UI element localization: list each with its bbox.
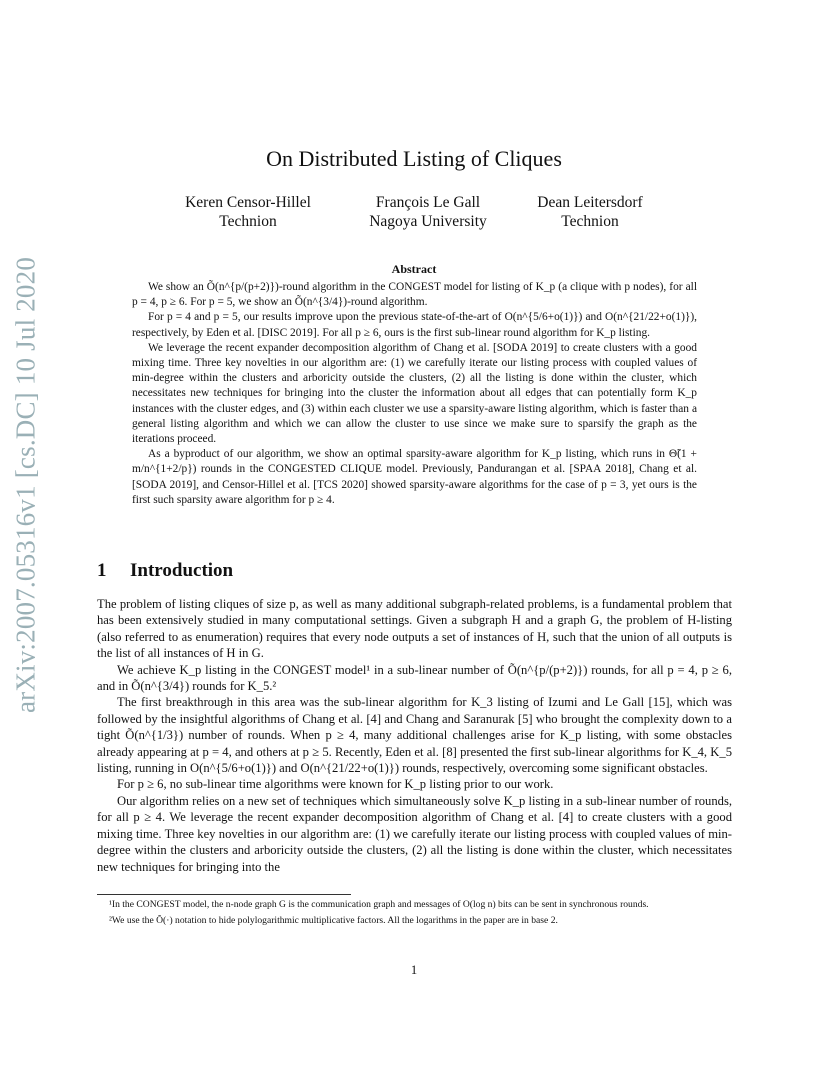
author-name: François Le Gall — [375, 194, 481, 211]
author-name: Keren Censor-Hillel — [185, 194, 311, 211]
footnote: ²We use the Õ(·) notation to hide polylogarithmic multiplicative factors. All the logarithms in the paper are in base 2. — [109, 914, 558, 926]
body-paragraph: The first breakthrough in this area was the sub-linear algorithm for K_3 listing of Izumi and Le Gall [15], which was followed by the insightful algorithms of Chang et al. [4] and Chang and Saranurak [5] who brought the complexity down to a tight Õ(n^{1/3}) number of rounds. When p ≥ 4, many additional challenges arise for K_p listing, with some obstacles already appearing at p = 4, and others at p ≥ 5. Recently, Eden et al. [8] presented the first sub-linear algorithms for K_4, K_5 listing, running in O(n^{5/6+o(1)}) and O(n^{21/22+o(1)}) rounds, respectively, overcoming some significant obstacles. — [97, 695, 732, 776]
arxiv-stamp — [4, 256, 48, 714]
author-2 — [340, 193, 516, 231]
abstract-body — [132, 280, 697, 508]
footnote-rule — [97, 894, 351, 895]
footnotes — [97, 899, 732, 930]
body-paragraph: The problem of listing cliques of size p, as well as many additional subgraph-related problems, is a fundamental problem that has been extensively studied in many computational settings. Given a subgraph H and a graph G, the problem of H-listing (also referred to as enumeration) requires that every node outputs a set of instances of H, such that the union of all outputs is the list of all instances of H in G. — [97, 597, 732, 661]
abstract-heading: Abstract — [391, 262, 437, 276]
page-number: 1 — [410, 963, 418, 977]
author-1 — [160, 193, 336, 231]
section-number: 1 — [97, 560, 107, 581]
section-heading — [97, 560, 233, 582]
author-affiliation: Technion — [561, 213, 619, 230]
body-paragraph: We achieve K_p listing in the CONGEST model¹ in a sub-linear number of Õ(n^{p/(p+2)}) rounds, for all p = 4, p ≥ 6, and in Õ(n^{3/4}) rounds for K_5.² — [97, 662, 732, 694]
author-name: Dean Leitersdorf — [537, 194, 643, 211]
footnote: ¹In the CONGEST model, the n-node graph G is the communication graph and messages of O(log n) bits can be sent in synchronous rounds. — [109, 899, 649, 910]
abstract-paragraph: As a byproduct of our algorithm, we show an optimal sparsity-aware algorithm for K_p listing, which runs in Θ̃(1 + m/n^{1+2/p}) rounds in the CONGESTED CLIQUE model. Previously, Pandurangan et al. [SPAA 2018], Chang et al. [SODA 2019], and Censor-Hillel et al. [TCS 2020] showed sparsity-aware algorithms for the case of p = 3, yet ours is the first such sparsity aware algorithm for p ≥ 4. — [132, 448, 697, 506]
author-3 — [502, 193, 678, 231]
abstract-paragraph: We show an Õ(n^{p/(p+2)})-round algorithm in the CONGEST model for listing of K_p (a clique with p nodes), for all p = 4, p ≥ 6. For p = 5, we show an Õ(n^{3/4})-round algorithm. — [132, 281, 697, 309]
author-affiliation: Technion — [219, 213, 277, 230]
abstract-paragraph: For p = 4 and p = 5, our results improve upon the previous state-of-the-art of O(n^{5/6+o(1)}) and O(n^{21/22+o(1)}), respectively, by Eden et al. [DISC 2019]. For all p ≥ 6, ours is the first sub-linear round algorithm for K_p listing. — [132, 311, 697, 339]
author-affiliation: Nagoya University — [369, 213, 487, 230]
abstract-paragraph: We leverage the recent expander decomposition algorithm of Chang et al. [SODA 2019] to create clusters with a good mixing time. Three key novelties in our algorithm are: (1) we carefully iterate our listing process with coupled values of min-degree within the clusters and arboricity outside the clusters, (2) all the listing is done within the cluster, which necessitates new techniques for bringing into the cluster the information about all edges that can potentially form K_p instances with the cluster edges, and (3) within each cluster we use a sparsity-aware listing algorithm, which is faster than a general listing algorithm and which we can allow the cluster to use since we make sure to sparsify the graph as the iterations proceed. — [132, 341, 697, 446]
body-paragraph: Our algorithm relies on a new set of techniques which simultaneously solve K_p listing in a sub-linear number of rounds, for all p ≥ 4. We leverage the recent expander decomposition algorithm of Chang et al. [4] to create clusters with a good mixing time. Three key novelties in our algorithm are: (1) we carefully iterate our listing process with coupled values of min-degree within the clusters and arboricity outside the clusters, (2) all the listing is done within the cluster, which necessitates new techniques for bringing into the — [97, 793, 732, 874]
paper-title: On Distributed Listing of Cliques — [266, 146, 562, 171]
body-paragraph: For p ≥ 6, no sub-linear time algorithms were known for K_p listing prior to our work. — [117, 777, 554, 792]
arxiv-id: arXiv:2007.05316v1 [cs.DC] 10 Jul 2020 — [10, 256, 41, 714]
section-body — [97, 596, 732, 875]
section-title: Introduction — [130, 560, 234, 581]
